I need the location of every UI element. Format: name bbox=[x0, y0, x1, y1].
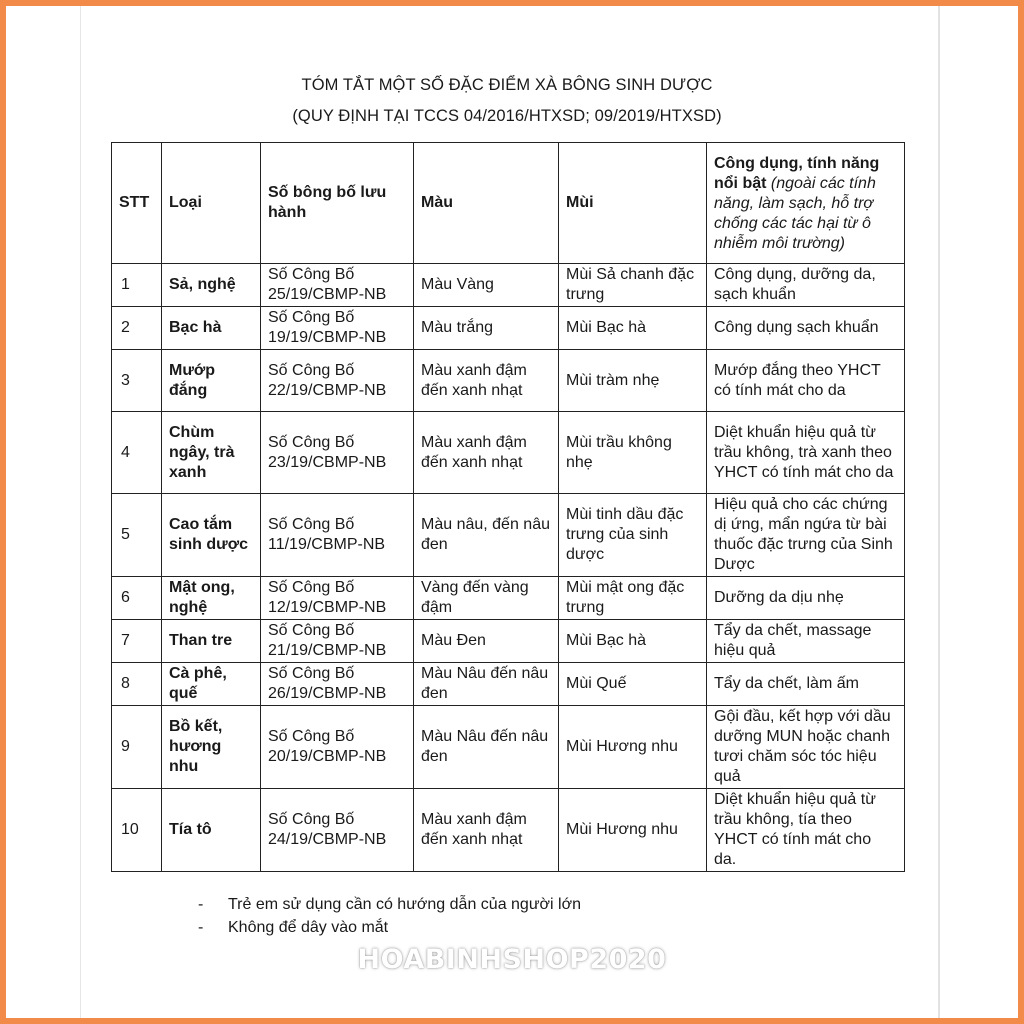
table-row bbox=[112, 620, 905, 663]
cell-registration: Số Công Bố 22/19/CBMP-NB bbox=[261, 350, 414, 412]
cell-stt: 4 bbox=[112, 412, 162, 494]
cell-color: Màu Nâu đến nâu đen bbox=[414, 663, 559, 706]
note-dash: - bbox=[198, 896, 204, 913]
header-stt: STT bbox=[112, 143, 162, 264]
note-text: Trẻ em sử dụng cần có hướng dẫn của người lớn bbox=[228, 896, 581, 913]
cell-stt: 6 bbox=[112, 577, 162, 620]
cell-use: Diệt khuẩn hiệu quả từ trầu không, tía theo YHCT có tính mát cho da. bbox=[707, 789, 905, 872]
header-use bbox=[707, 143, 905, 264]
header-registration: Số bông bố lưu hành bbox=[261, 143, 414, 264]
cell-registration: Số Công Bố 23/19/CBMP-NB bbox=[261, 412, 414, 494]
table-row bbox=[112, 663, 905, 706]
cell-type: Mướp đắng bbox=[162, 350, 261, 412]
cell-use: Gội đầu, kết hợp với dầu dưỡng MUN hoặc chanh tươi chăm sóc tóc hiệu quả bbox=[707, 706, 905, 789]
cell-use: Công dụng sạch khuẩn bbox=[707, 307, 905, 350]
note-item bbox=[198, 916, 581, 939]
cell-color: Màu Đen bbox=[414, 620, 559, 663]
note-item bbox=[198, 893, 581, 916]
cell-use: Tẩy da chết, massage hiệu quả bbox=[707, 620, 905, 663]
shop-watermark: HOABINHSHOP2020 bbox=[357, 944, 667, 975]
cell-color: Màu xanh đậm đến xanh nhạt bbox=[414, 789, 559, 872]
table-row bbox=[112, 494, 905, 577]
table-row bbox=[112, 264, 905, 307]
header-use-title: Công dụng, tính năng nổi bật bbox=[714, 155, 880, 192]
cell-use: Công dụng, dưỡng da, sạch khuẩn bbox=[707, 264, 905, 307]
cell-type: Chùm ngây, trà xanh bbox=[162, 412, 261, 494]
table-row bbox=[112, 789, 905, 872]
cell-color: Màu trắng bbox=[414, 307, 559, 350]
table-row bbox=[112, 350, 905, 412]
cell-stt: 10 bbox=[112, 789, 162, 872]
cell-use: Hiệu quả cho các chứng dị ứng, mẩn ngứa từ bài thuốc đặc trưng của Sinh Dược bbox=[707, 494, 905, 577]
cell-color: Màu nâu, đến nâu đen bbox=[414, 494, 559, 577]
cell-type: Sả, nghệ bbox=[162, 264, 261, 307]
cell-registration: Số Công Bố 19/19/CBMP-NB bbox=[261, 307, 414, 350]
cell-registration: Số Công Bố 24/19/CBMP-NB bbox=[261, 789, 414, 872]
cell-registration: Số Công Bố 12/19/CBMP-NB bbox=[261, 577, 414, 620]
cell-stt: 1 bbox=[112, 264, 162, 307]
soap-summary-table bbox=[111, 142, 905, 872]
cell-type: Cao tắm sinh dược bbox=[162, 494, 261, 577]
cell-use: Diệt khuẩn hiệu quả từ trầu không, trà xanh theo YHCT có tính mát cho da bbox=[707, 412, 905, 494]
cell-scent: Mùi mật ong đặc trưng bbox=[559, 577, 707, 620]
document-title: TÓM TẮT MỘT SỐ ĐẶC ĐIỂM XÀ BÔNG SINH DƯỢC bbox=[301, 76, 713, 94]
page-margin-rule-right bbox=[938, 6, 940, 1018]
cell-type: Bạc hà bbox=[162, 307, 261, 350]
cell-type: Cà phê, quế bbox=[162, 663, 261, 706]
note-dash: - bbox=[198, 919, 204, 936]
cell-registration: Số Công Bố 25/19/CBMP-NB bbox=[261, 264, 414, 307]
cell-scent: Mùi tràm nhẹ bbox=[559, 350, 707, 412]
table-row bbox=[112, 706, 905, 789]
cell-type: Than tre bbox=[162, 620, 261, 663]
cell-scent: Mùi Quế bbox=[559, 663, 707, 706]
cell-registration: Số Công Bố 20/19/CBMP-NB bbox=[261, 706, 414, 789]
table-header-row bbox=[112, 143, 905, 264]
cell-color: Màu Nâu đến nâu đen bbox=[414, 706, 559, 789]
table-row bbox=[112, 412, 905, 494]
cell-color: Màu xanh đậm đến xanh nhạt bbox=[414, 412, 559, 494]
cell-scent: Mùi tinh dầu đặc trưng của sinh dược bbox=[559, 494, 707, 577]
cell-use: Mướp đắng theo YHCT có tính mát cho da bbox=[707, 350, 905, 412]
cell-scent: Mùi Bạc hà bbox=[559, 620, 707, 663]
header-color: Màu bbox=[414, 143, 559, 264]
cell-scent: Mùi Bạc hà bbox=[559, 307, 707, 350]
cell-use: Tẩy da chết, làm ấm bbox=[707, 663, 905, 706]
note-text: Không để dây vào mắt bbox=[228, 919, 389, 936]
cell-stt: 2 bbox=[112, 307, 162, 350]
cell-use: Dưỡng da dịu nhẹ bbox=[707, 577, 905, 620]
table-row bbox=[112, 577, 905, 620]
cell-registration: Số Công Bố 21/19/CBMP-NB bbox=[261, 620, 414, 663]
cell-stt: 9 bbox=[112, 706, 162, 789]
cell-color: Vàng đến vàng đậm bbox=[414, 577, 559, 620]
cell-registration: Số Công Bố 11/19/CBMP-NB bbox=[261, 494, 414, 577]
document-subtitle: (QUY ĐỊNH TẠI TCCS 04/2016/HTXSD; 09/2019/HTXSD) bbox=[292, 107, 722, 125]
header-type: Loại bbox=[162, 143, 261, 264]
cell-stt: 3 bbox=[112, 350, 162, 412]
cell-color: Màu Vàng bbox=[414, 264, 559, 307]
cell-scent: Mùi Sả chanh đặc trưng bbox=[559, 264, 707, 307]
cell-stt: 7 bbox=[112, 620, 162, 663]
cell-type: Tía tô bbox=[162, 789, 261, 872]
header-use-note: (ngoài các tính năng, làm sạch, hỗ trợ chống các tác hại từ ô nhiễm môi trường) bbox=[714, 175, 876, 252]
cell-type: Bồ kết, hương nhu bbox=[162, 706, 261, 789]
cell-color: Màu xanh đậm đến xanh nhạt bbox=[414, 350, 559, 412]
cell-stt: 5 bbox=[112, 494, 162, 577]
usage-notes bbox=[198, 893, 581, 939]
cell-registration: Số Công Bố 26/19/CBMP-NB bbox=[261, 663, 414, 706]
cell-scent: Mùi Hương nhu bbox=[559, 789, 707, 872]
page-margin-rule-left bbox=[80, 6, 81, 1018]
header-scent: Mùi bbox=[559, 143, 707, 264]
cell-type: Mật ong, nghệ bbox=[162, 577, 261, 620]
cell-stt: 8 bbox=[112, 663, 162, 706]
cell-scent: Mùi trầu không nhẹ bbox=[559, 412, 707, 494]
table-row bbox=[112, 307, 905, 350]
cell-scent: Mùi Hương nhu bbox=[559, 706, 707, 789]
